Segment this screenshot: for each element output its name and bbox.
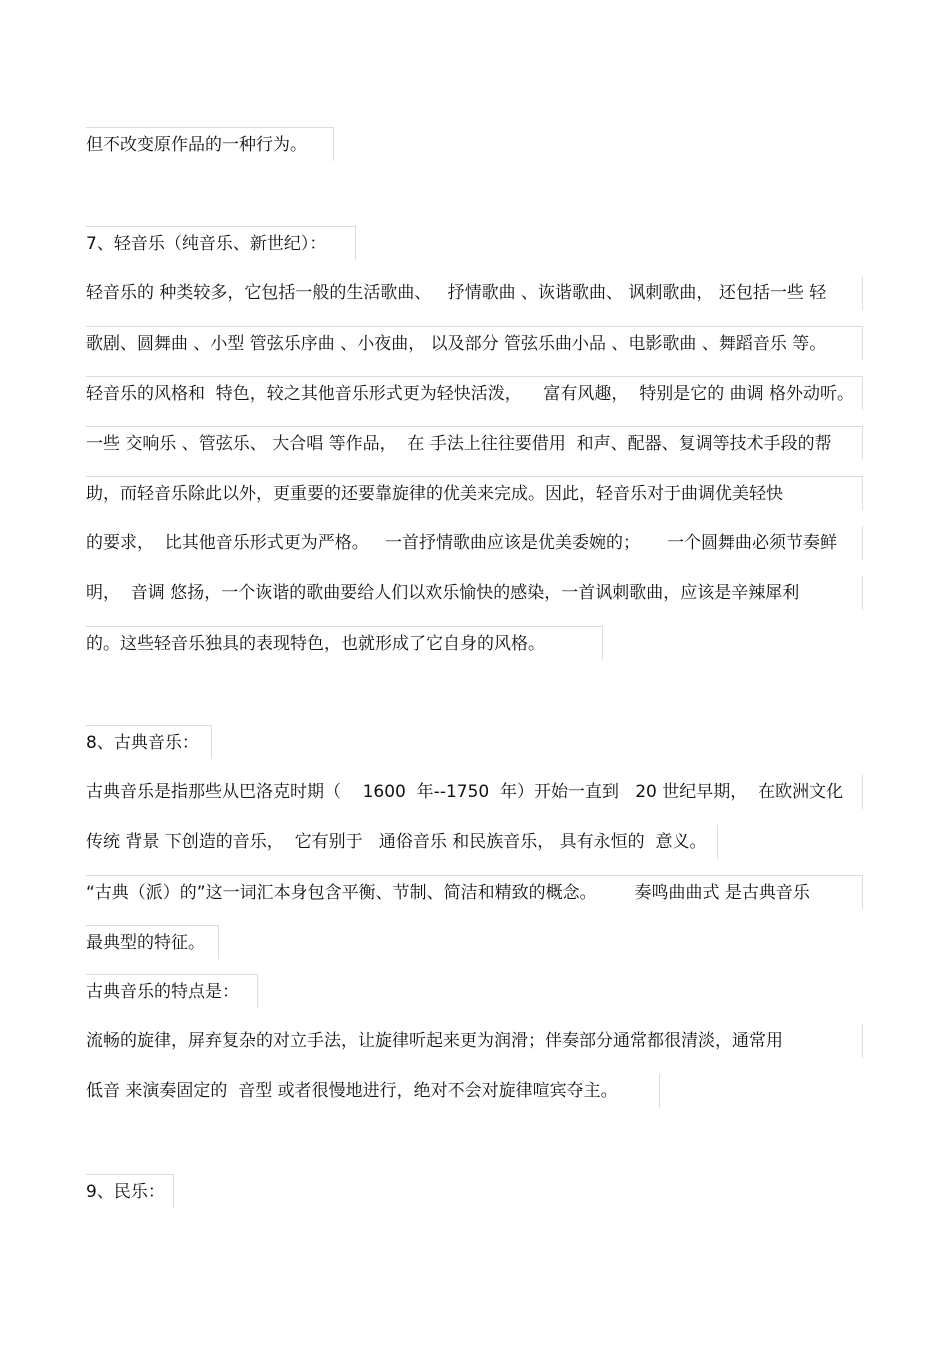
paragraph-line: 一些 交响乐 、管弦乐、 大合唱 等作品， 在 手法上往往要借用 和声、配器、复调等技术手段的帮 [86, 426, 863, 460]
paragraph-line: 最典型的特征。 [86, 925, 219, 959]
paragraph-line: “古典（派）的”这一词汇本身包含平衡、节制、简洁和精致的概念。 奏鸣曲曲式 是古典音乐 [86, 875, 863, 909]
paragraph-line: 轻音乐的 种类较多，它包括一般的生活歌曲、 抒情歌曲 、诙谐歌曲、 讽刺歌曲， 还包括一些 轻 [86, 276, 863, 310]
section-8-heading: 8、古典音乐： [86, 725, 212, 759]
paragraph-line: 传统 背景 下创造的音乐， 它有别于 通俗音乐 和民族音乐， 具有永恒的 意义。 [86, 825, 718, 859]
paragraph-line: 助，而轻音乐除此以外，更重要的还要靠旋律的优美来完成。因此，轻音乐对于曲调优美轻快 [86, 476, 863, 510]
paragraph-line: 流畅的旋律，屏弃复杂的对立手法，让旋律听起来更为润滑；伴奏部分通常都很清淡，通常用 [86, 1024, 863, 1058]
paragraph-line: 古典音乐的特点是： [86, 974, 258, 1008]
section-7-heading: 7、轻音乐（纯音乐、新世纪）： [86, 226, 356, 260]
paragraph-line: 轻音乐的风格和 特色，较之其他音乐形式更为轻快活泼， 富有风趣， 特别是它的 曲调 格外动听。 [86, 376, 863, 410]
text-line-continuation: 但不改变原作品的一种行为。 [86, 127, 334, 161]
section-9-heading: 9、民乐： [86, 1174, 174, 1208]
paragraph-line: 低音 来演奏固定的 音型 或者很慢地进行，绝对不会对旋律喧宾夺主。 [86, 1074, 660, 1108]
paragraph-line: 古典音乐是指那些从巴洛克时期（ 1600 年--1750 年）开始一直到 20 世纪早期， 在欧洲文化 [86, 775, 863, 809]
paragraph-line: 的要求， 比其他音乐形式更为严格。 一首抒情歌曲应该是优美委婉的； 一个圆舞曲必须节奏鲜 [86, 526, 863, 560]
paragraph-line: 明， 音调 悠扬，一个诙谐的歌曲要给人们以欢乐愉快的感染，一首讽刺歌曲，应该是辛辣犀利 [86, 576, 863, 610]
paragraph-line: 的。这些轻音乐独具的表现特色，也就形成了它自身的风格。 [86, 626, 603, 660]
paragraph-line: 歌剧、圆舞曲 、小型 管弦乐序曲 、小夜曲， 以及部分 管弦乐曲小品 、电影歌曲 、舞蹈音乐 等。 [86, 326, 863, 360]
